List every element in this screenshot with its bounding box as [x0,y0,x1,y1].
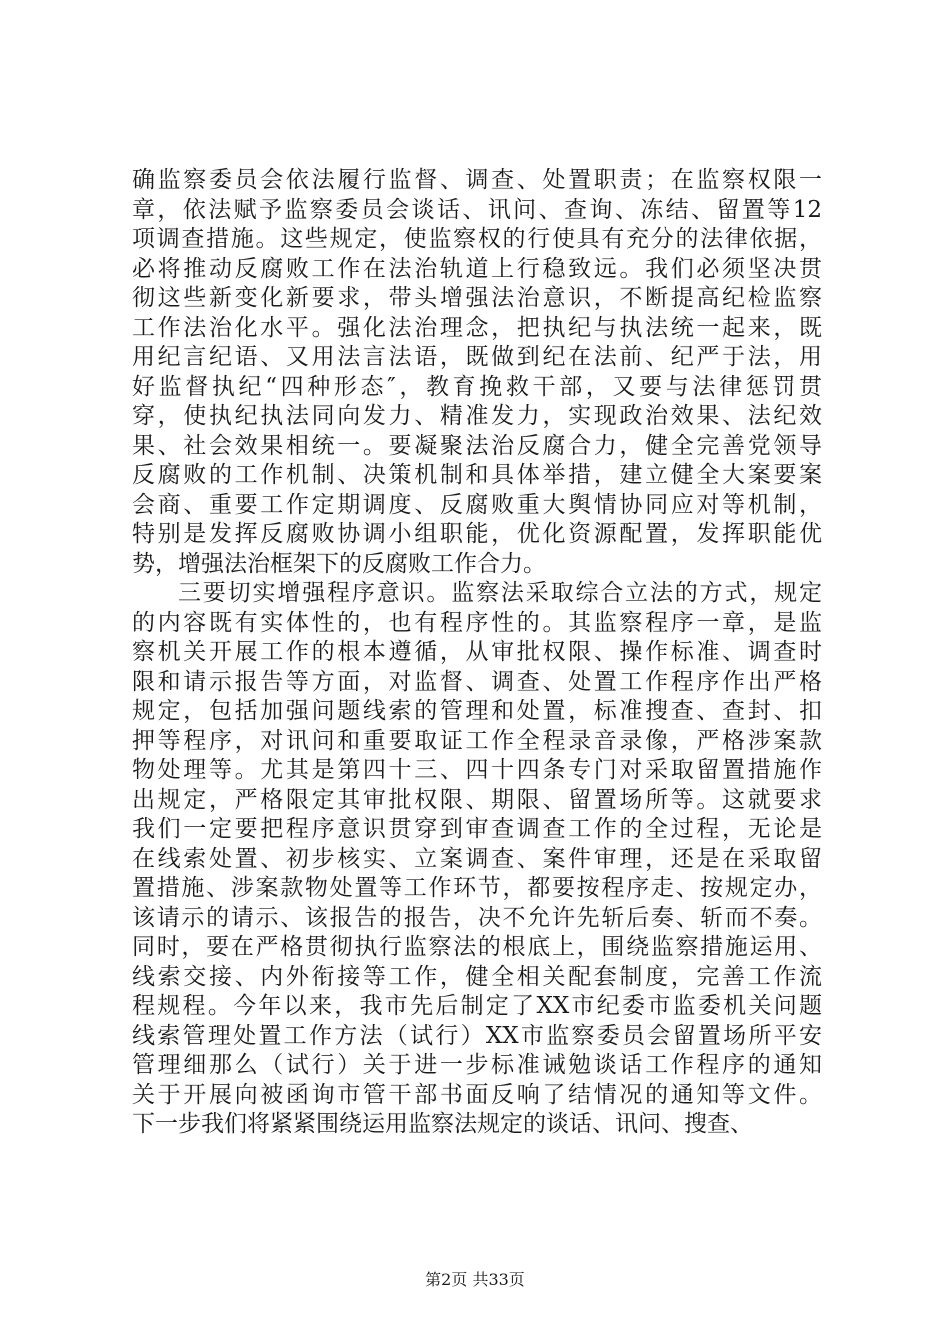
text-line: 线索交接、内外衔接等工作，健全相关配套制度，完善工作流 [132,963,822,990]
text-line: 特别是发挥反腐败协调小组职能，优化资源配置，发挥职能优 [132,521,822,547]
text-line: 关于开展向被函询市管干部书面反响了结情况的通知等文件。 [132,1081,822,1108]
text-line: 察机关开展工作的根本遵循，从审批权限、操作标准、调查时 [132,639,822,665]
text-line: 章，依法赋予监察委员会谈话、讯问、查询、冻结、留置等12 [132,196,822,223]
text-line: 在线索处置、初步核实、立案调查、案件审理，还是在采取留 [132,845,822,872]
text-line: 我们一定要把程序意识贯穿到审查调查工作的全过程，无论是 [132,816,822,842]
text-line: 程规程。今年以来，我市先后制定了XX市纪委市监委机关问题 [132,993,822,1019]
paragraph [132,579,822,1140]
text-line: 会商、重要工作定期调度、反腐败重大舆情协同应对等机制， [132,491,822,518]
text-line: 好监督执纪“四种形态″，教育挽救干部，又要与法律惩罚贯 [132,373,822,400]
text-line: 置措施、涉案款物处置等工作环节，都要按程序走、按规定办， [132,875,822,901]
text-line: 工作法治化水平。强化法治理念，把执纪与执法统一起来，既 [132,314,822,341]
page-footer: 第2页 共33页 [425,1270,525,1289]
text-line: 项调查措施。这些规定，使监察权的行使具有充分的法律依据， [132,226,822,252]
text-line: 彻这些新变化新要求，带头增强法治意识，不断提高纪检监察 [132,285,822,311]
text-line: 线索管理处置工作方法（试行）XX市监察委员会留置场所平安 [132,1022,822,1049]
paragraph [132,166,822,579]
text-line: 确监察委员会依法履行监督、调查、处置职责；在监察权限一 [132,167,822,193]
text-line: 必将推动反腐败工作在法治轨道上行稳致远。我们必须坚决贯 [132,255,822,282]
text-line: 穿，使执纪执法同向发力、精准发力，实现政治效果、法纪效 [132,403,822,429]
text-line: 三要切实增强程序意识。监察法采取综合立法的方式，规定 [178,580,822,606]
text-line: 下一步我们将紧紧围绕运用监察法规定的谈话、讯问、搜查、 [132,1111,753,1137]
text-line: 物处理等。尤其是第四十三、四十四条专门对采取留置措施作 [132,757,822,783]
text-line: 押等程序，对讯问和重要取证工作全程录音录像，严格涉案款 [132,727,822,754]
text-line: 出规定，严格限定其审批权限、期限、留置场所等。这就要求 [132,786,822,813]
text-line: 的内容既有实体性的，也有程序性的。其监察程序一章，是监 [132,609,822,636]
text-line: 势，增强法治框架下的反腐败工作合力。 [132,550,546,577]
text-line: 该请示的请示、该报告的报告，决不允许先斩后奏、斩而不奏。 [132,904,822,931]
text-line: 同时，要在严格贯彻执行监察法的根底上，围绕监察措施运用、 [132,934,822,960]
text-line: 反腐败的工作机制、决策机制和具体举措，建立健全大案要案 [132,462,822,488]
text-line: 用纪言纪语、又用法言法语，既做到纪在法前、纪严于法，用 [132,344,822,370]
document-body [132,166,822,1140]
text-line: 果、社会效果相统一。要凝聚法治反腐合力，健全完善党领导 [132,432,822,459]
text-line: 限和请示报告等方面，对监督、调查、处置工作程序作出严格 [132,668,822,695]
text-line: 管理细那么（试行）关于进一步标准诫勉谈话工作程序的通知 [132,1052,822,1078]
text-line: 规定，包括加强问题线索的管理和处置，标准搜查、查封、扣 [132,698,822,724]
